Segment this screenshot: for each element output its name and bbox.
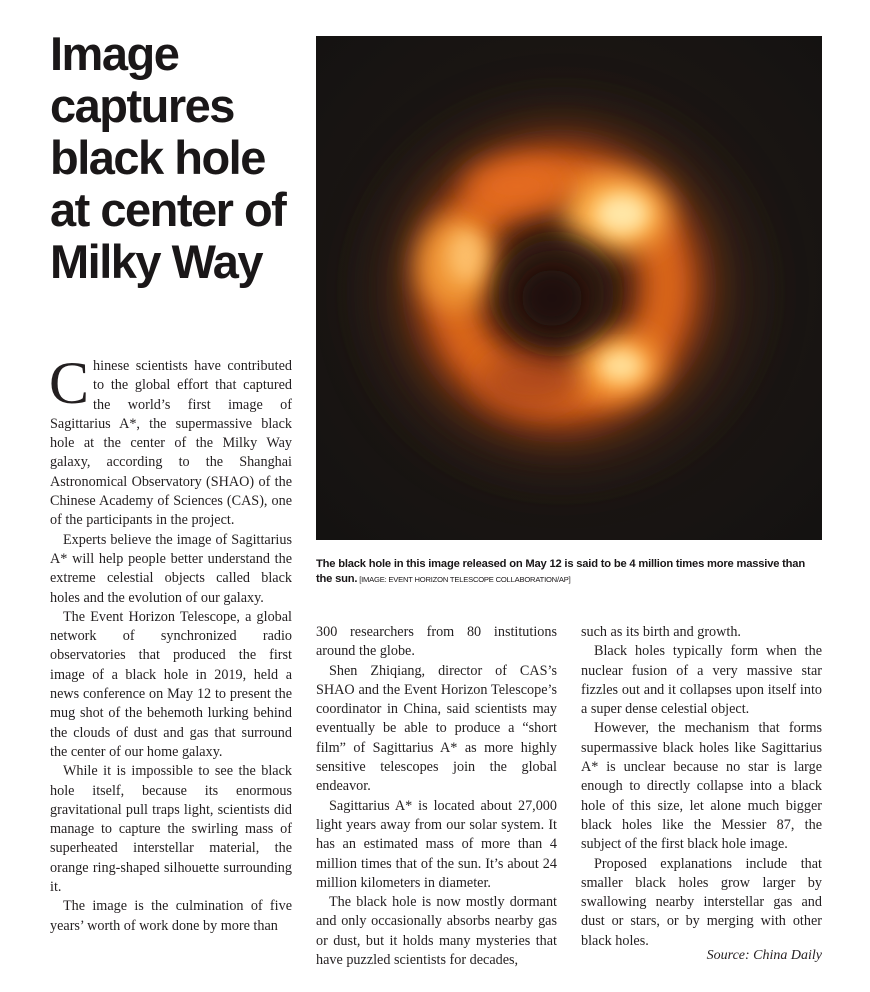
caption-credit: [IMAGE: EVENT HORIZON TELESCOPE COLLABORATION/AP] xyxy=(357,575,571,584)
article-paragraph-continued: such as its birth and growth. xyxy=(581,624,741,640)
article-paragraph: Black holes typically form when the nuclear fusion of a very massive star fizzles out and it collapses upon itself into a super dense celestial object. xyxy=(581,643,822,718)
drop-cap: C xyxy=(49,350,90,416)
caption-text: The black hole in this image released on May 12 is said to be 4 million times more massive than the sun. xyxy=(316,558,805,585)
article-paragraph: Shen Zhiqiang, director of CAS’s SHAO and the Event Horizon Telescope’s coordinator in China, said scientists may eventually be able to produce a “short film” of Sagittarius A* as more highly sensitive telescopes join the global endeavor. xyxy=(316,662,557,795)
headline: Image captures black hole at center of Milky Way xyxy=(50,27,286,288)
paragraph-text: hinese scientists have contributed to the global effort that captured the world’s first image of Sagittarius A*, the supermassive black hole at the center of the Milky Way galaxy, according to the Shanghai Astronomical Observatory (SHAO) of the Chinese Academy of Sciences (CAS), one of the participants in the project. xyxy=(50,358,292,529)
article-column-1 xyxy=(49,350,292,936)
article-paragraph: While it is impossible to see the black hole itself, because its enormous gravitational pull traps light, scientists did manage to capture the swirling mass of superheated interstellar material, the orange ring-shaped silhouette surrounding it. xyxy=(50,763,292,896)
photo-caption xyxy=(316,557,822,587)
article-paragraph: The Event Horizon Telescope, a global network of synchronized radio observatories that produced the first image of a black hole in 2019, held a news conference on May 12 to present the mug shot of the behemoth lurking behind the clouds of dust and gas that surround the center of our home galaxy. xyxy=(50,608,292,760)
source-credit: Source: China Daily xyxy=(706,948,822,963)
article-paragraph: Experts believe the image of Sagittarius A* will help people better understand the extreme celestial objects called black holes and the evolution of our galaxy. xyxy=(50,531,292,606)
article-paragraph xyxy=(49,350,292,531)
article-paragraph: Sagittarius A* is located about 27,000 light years away from our solar system. It has an estimated mass of more than 4 million times that of the sun. It’s about 24 million kilometers in diameter. xyxy=(316,797,557,891)
article-column-3 xyxy=(581,623,822,951)
article-paragraph: However, the mechanism that forms supermassive black holes like Sagittarius A* is unclear because no star is large enough to directly collapse into a black hole of this size, let alone much bigger black holes like the Messier 87, the subject of the first black hole image. xyxy=(581,720,822,853)
black-hole-image xyxy=(316,36,822,540)
article-paragraph: The black hole is now mostly dormant and only occasionally absorbs nearby gas or dust, but it holds many mysteries that have puzzled scientists for decades, xyxy=(316,894,557,969)
article-paragraph: The image is the culmination of five years’ worth of work done by more than xyxy=(50,898,292,934)
article-paragraph-continued: 300 researchers from 80 institutions around the globe. xyxy=(316,624,557,660)
article-paragraph: Proposed explanations include that smaller black holes grow larger by swallowing nearby interstellar gas and dust or stars, or by merging with other black holes. xyxy=(581,855,822,949)
article-column-2 xyxy=(316,623,557,970)
